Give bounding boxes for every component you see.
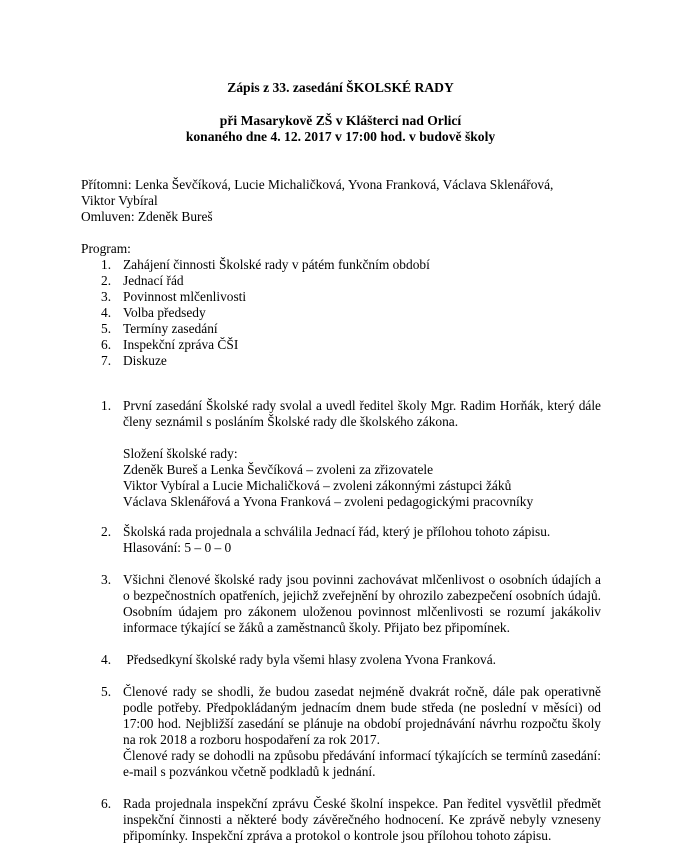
program-item: 6. Inspekční zpráva ČŠI [101,337,239,352]
program-item: 7. Diskuze [101,353,167,368]
item-5-text: Členové rady se shodli, že budou zasedat nejméně dvakrát ročně, dále pak operativně podle potřeby. Předpokládaným jednacím dnem bude středa (ne poslední v měsíci) od 17:00 hod. Nejbližší zasedání se plánuje na období projednávání návrhu rozpočtu školy na rok 2018 a rozboru hospodaření za rok 2017. [123,684,601,747]
minutes-item-2: 2. Školská rada projednala a schválila Jednací řád, který je přílohou tohoto zápisu. Hlasování: 5 – 0 – 0 [101,524,601,556]
item-2-text: Školská rada projednala a schválila Jednací řád, který je přílohou tohoto zápisu. [123,524,551,539]
program-item: 5. Termíny zasedání [101,321,218,336]
attendance [81,177,601,225]
excused-members: Omluven: Zdeněk Bureš [81,209,213,224]
item-4-text: Předsedkyní školské rady byla všemi hlasy zvolena Yvona Franková. [123,652,497,667]
item-5-text-2: Členové rady se dohodli na způsobu předávání informací týkajících se termínů zasedání: e-mail s pozvánkou včetně podkladů k jednání. [123,748,601,779]
item-3-text: Všichni členové školské rady jsou povinni zachovávat mlčenlivost o osobních údajích a o bezpečnostních opatřeních, jejichž zveřejnění by ohrozilo zabezpečení osobních údajů. Osobním údajem pro zákonem uloženou povinnost mlčenlivosti se rozumí jakákoliv informace týkající se žáků a zaměstnanců školy. Přijato bez připomínek. [123,572,601,635]
present-members: Přítomni: Lenka Ševčíková, Lucie Michaličková, Yvona Franková, Václava Sklenářová, [81,177,554,192]
vote-result: Hlasování: 5 – 0 – 0 [123,540,232,555]
minutes-item-1: 1. První zasedání Školské rady svolal a uvedl ředitel školy Mgr. Radim Horňák, který dále členy seznámil s posláním Školské rady dle školského zákona. Složení školské rady: Zdeněk Bureš a Lenka Ševčíková – zvoleni za zřizovatele Viktor Vybíral a Lucie Michaličková – zvoleni zákonnými zástupci žáků Václava Sklenářová a Yvona Franková – zvoleni pedagogickými pracovníky [101,398,601,509]
composition-line: Zdeněk Bureš a Lenka Ševčíková – zvoleni za zřizovatele [123,462,434,477]
document-title: Zápis z 33. zasedání ŠKOLSKÉ RADY [227,80,454,95]
minutes-item-5: 5. Členové rady se shodli, že budou zasedat nejméně dvakrát ročně, dále pak operativně podle potřeby. Předpokládaným jednacím dnem bude středa (ne poslední v měsíci) od 17:00 hod. Nejbližší zasedání se plánuje na období projednávání návrhu rozpočtu školy na rok 2018 a rozboru hospodaření za rok 2017. Členové rady se dohodli na způsobu předávání informací týkajících se termínů zasedání: e-mail s pozvánkou včetně podkladů k jednání. [101,684,601,779]
program-item: 3. Povinnost mlčenlivosti [101,289,247,304]
program-item: 4. Volba předsedy [101,305,206,320]
program-item: 2. Jednací řád [101,273,184,288]
present-members-cont: Viktor Vybíral [81,193,158,208]
item-1-text: První zasedání Školské rady svolal a uvedl ředitel školy Mgr. Radim Horňák, který dále členy seznámil s posláním Školské rady dle školského zákona. [123,398,601,429]
composition-line: Viktor Vybíral a Lucie Michaličková – zvoleni zákonnými zástupci žáků [123,478,512,493]
program-item: 1. Zahájení činnosti Školské rady v pátém funkčním období [101,257,430,272]
minutes-item-3: 3. Všichni členové školské rady jsou povinni zachovávat mlčenlivost o osobních údajích a o bezpečnostních opatřeních, jejichž zveřejnění by ohrozilo zabezpečení osobních údajů. Osobním údajem pro zákonem uloženou povinnost mlčenlivosti se rozumí jakákoliv informace týkající se žáků a zaměstnanců školy. Přijato bez připomínek. [101,572,601,635]
minutes-item-6: 6. Rada projednala inspekční zprávu České školní inspekce. Pan ředitel vysvětlil předmět inspekční činnosti a některé body závěrečného hodnocení. Ke zprávě nebyly vzneseny připomínky. Inspekční zpráva a protokol o kontrole jsou přílohou tohoto zápisu. [101,796,601,843]
meeting-date: konaného dne 4. 12. 2017 v 17:00 hod. v budově školy [185,129,496,144]
composition-line: Václava Sklenářová a Yvona Franková – zvoleni pedagogickými pracovníky [123,494,534,509]
item-6-text: Rada projednala inspekční zprávu České školní inspekce. Pan ředitel vysvětlil předmět inspekční činnosti a některé body závěrečného hodnocení. Ke zprávě nebyly vzneseny připomínky. Inspekční zpráva a protokol o kontrole jsou přílohou tohoto zápisu. [123,796,601,843]
program-heading: Program: [81,241,131,256]
school-name: při Masarykově ZŠ v Klášterci nad Orlicí [219,113,462,128]
composition-heading: Složení školské rady: [123,446,238,461]
program-list [101,257,430,369]
minutes-item-4: 4. Předsedkyní školské rady byla všemi hlasy zvolena Yvona Franková. [101,652,601,668]
